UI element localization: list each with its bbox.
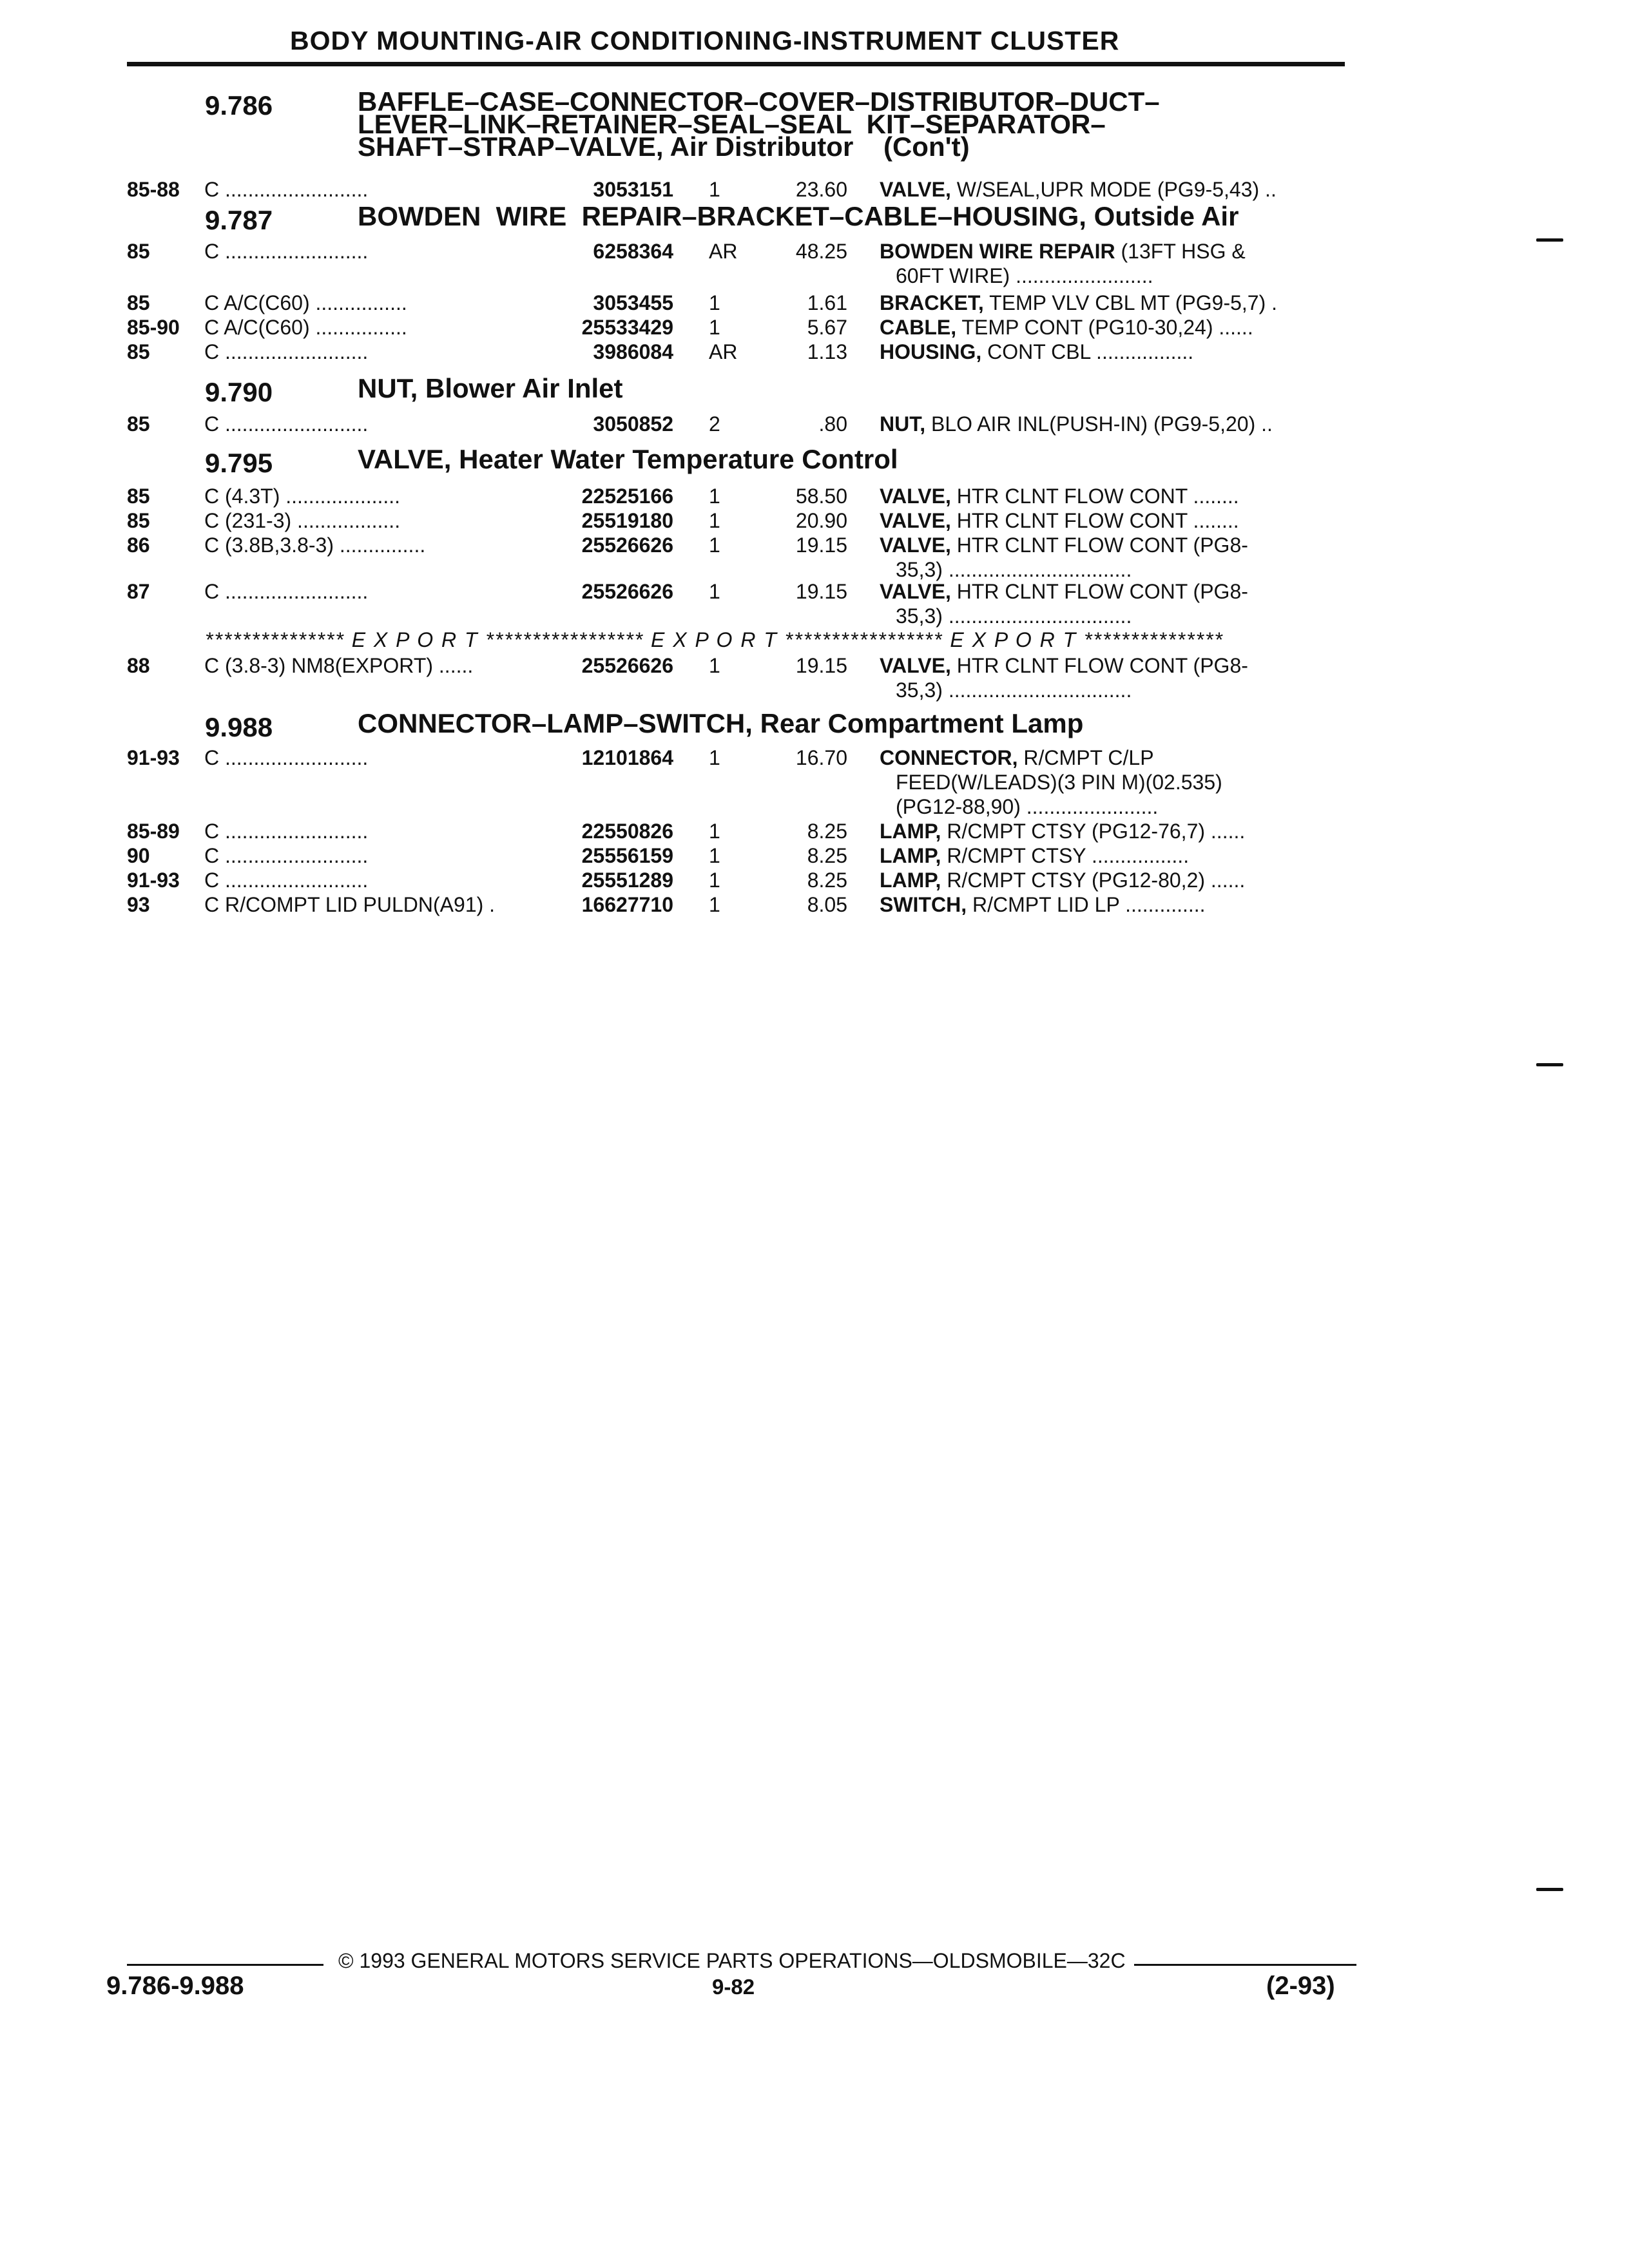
usage-description: C (3.8B,3.8-3) ............... [204, 533, 426, 557]
quantity: AR [709, 340, 738, 363]
part-name-rest: R/CMPT C/LP [1017, 746, 1154, 769]
part-name-rest: R/CMPT CTSY (PG12-76,7) ...... [941, 820, 1246, 843]
model-year: 88 [127, 654, 150, 677]
scan-mark [1536, 1888, 1563, 1891]
part-name-rest: (13FT HSG & [1115, 240, 1246, 263]
part-name-rest: HTR CLNT FLOW CONT (PG8- [950, 580, 1248, 603]
part-name [880, 291, 1347, 315]
part-number: 6258364 [593, 240, 673, 263]
quantity: 1 [709, 316, 720, 339]
quantity: 1 [709, 291, 720, 314]
part-number: 25526626 [581, 533, 673, 557]
part-name-bold: VALVE, [880, 533, 951, 557]
quantity: 1 [709, 533, 720, 557]
price: 8.05 [807, 893, 847, 916]
part-name-rest: W/SEAL,UPR MODE (PG9-5,43) .. [950, 178, 1277, 201]
price: 58.50 [795, 485, 847, 508]
section-title-line: CONNECTOR–LAMP–SWITCH, Rear Compartment Lamp [358, 708, 1084, 738]
quantity: 1 [709, 746, 720, 769]
price: 23.60 [795, 178, 847, 201]
price: 1.61 [807, 291, 847, 314]
part-name-rest: HTR CLNT FLOW CONT ........ [950, 485, 1239, 508]
price: .80 [818, 412, 847, 436]
model-year: 85-90 [127, 316, 180, 339]
usage-description: C (3.8-3) NM8(EXPORT) ...... [204, 654, 474, 677]
part-name-continuation: 35,3) ................................ [896, 604, 1132, 628]
header-rule [127, 62, 1345, 66]
part-name-bold: VALVE, [880, 654, 951, 677]
quantity: 1 [709, 820, 720, 843]
quantity: 2 [709, 412, 720, 436]
part-name [880, 316, 1347, 340]
price: 5.67 [807, 316, 847, 339]
usage-description: C ......................... [204, 869, 369, 892]
part-number: 3986084 [593, 340, 673, 363]
part-number: 16627710 [581, 893, 673, 916]
part-name-bold: NUT, [880, 412, 926, 436]
part-name-bold: HOUSING, [880, 340, 982, 363]
part-number: 25526626 [581, 654, 673, 677]
model-year: 87 [127, 580, 150, 603]
model-year: 86 [127, 533, 150, 557]
usage-description: C (231-3) .................. [204, 509, 401, 532]
part-name-bold: CONNECTOR, [880, 746, 1018, 769]
price: 48.25 [795, 240, 847, 263]
section-number: 9.988 [205, 712, 273, 742]
part-name [880, 533, 1347, 557]
part-name-continuation: (PG12-88,90) ....................... [896, 795, 1159, 818]
usage-description: C R/COMPT LID PULDN(A91) . [204, 893, 496, 916]
model-year: 90 [127, 844, 150, 867]
model-year: 85 [127, 485, 150, 508]
part-name-bold: SWITCH, [880, 893, 967, 916]
part-name-continuation: 60FT WIRE) ........................ [896, 264, 1153, 287]
model-year: 85 [127, 340, 150, 363]
model-year: 85 [127, 412, 150, 436]
part-number: 22525166 [581, 485, 673, 508]
quantity: 1 [709, 893, 720, 916]
part-number: 25526626 [581, 580, 673, 603]
usage-description: C ......................... [204, 178, 369, 201]
model-year: 85 [127, 240, 150, 263]
price: 19.15 [795, 533, 847, 557]
part-number: 12101864 [581, 746, 673, 769]
usage-description: C ......................... [204, 340, 369, 363]
footer-rule-right [1134, 1964, 1356, 1966]
part-name-bold: VALVE, [880, 485, 951, 508]
scan-mark [1536, 238, 1563, 242]
part-name-continuation: 35,3) ................................ [896, 558, 1132, 581]
model-year: 85 [127, 291, 150, 314]
part-name-bold: BRACKET, [880, 291, 984, 314]
part-name-bold: VALVE, [880, 509, 951, 532]
quantity: 1 [709, 580, 720, 603]
section-number: 9.795 [205, 448, 273, 478]
part-name-rest: BLO AIR INL(PUSH-IN) (PG9-5,20) .. [925, 412, 1273, 436]
section-number: 9.790 [205, 377, 273, 407]
price: 1.13 [807, 340, 847, 363]
part-name-continuation: 35,3) ................................ [896, 678, 1132, 702]
section-title-line: SHAFT–STRAP–VALVE, Air Distributor (Con't) [358, 131, 970, 162]
part-name-bold: LAMP, [880, 869, 941, 892]
section-title-line: VALVE, Heater Water Temperature Control [358, 444, 898, 474]
part-name-rest: HTR CLNT FLOW CONT ........ [950, 509, 1239, 532]
quantity: 1 [709, 869, 720, 892]
footer-rule-left [127, 1964, 323, 1966]
usage-description: C (4.3T) .................... [204, 485, 401, 508]
section-title-line: BAFFLE–CASE–CONNECTOR–COVER–DISTRIBUTOR–DUCT– [358, 86, 1160, 117]
price: 19.15 [795, 580, 847, 603]
part-number: 25519180 [581, 509, 673, 532]
price: 8.25 [807, 869, 847, 892]
export-divider: *************** E X P O R T ***************** E X P O R T ***************** E X P O R T *************** [205, 628, 1224, 651]
price: 19.15 [795, 654, 847, 677]
section-title-line: LEVER–LINK–RETAINER–SEAL–SEAL KIT–SEPARATOR– [358, 109, 1106, 139]
part-name [880, 869, 1347, 892]
quantity: AR [709, 240, 738, 263]
scan-mark [1536, 1063, 1563, 1066]
usage-description: C ......................... [204, 820, 369, 843]
part-name [880, 893, 1347, 917]
part-name [880, 844, 1347, 868]
part-name [880, 509, 1347, 533]
part-name-rest: R/CMPT CTSY (PG12-80,2) ...... [941, 869, 1246, 892]
model-year: 91-93 [127, 869, 180, 892]
section-title-line: NUT, Blower Air Inlet [358, 373, 623, 403]
usage-description: C ......................... [204, 240, 369, 263]
price: 16.70 [795, 746, 847, 769]
quantity: 1 [709, 654, 720, 677]
part-name [880, 746, 1347, 770]
part-name [880, 580, 1347, 604]
usage-description: C A/C(C60) ................ [204, 291, 407, 314]
part-name-rest: R/CMPT LID LP .............. [967, 893, 1206, 916]
part-name-bold: BOWDEN WIRE REPAIR [880, 240, 1115, 263]
part-name [880, 412, 1347, 436]
price: 8.25 [807, 844, 847, 867]
usage-description: C ......................... [204, 844, 369, 867]
part-name-rest: R/CMPT CTSY ................. [941, 844, 1190, 867]
part-name-rest: TEMP VLV CBL MT (PG9-5,7) . [983, 291, 1278, 314]
part-name [880, 340, 1347, 364]
part-number: 3050852 [593, 412, 673, 436]
part-name-bold: VALVE, [880, 178, 951, 201]
usage-description: C A/C(C60) ................ [204, 316, 407, 339]
part-name [880, 178, 1347, 202]
part-name-bold: VALVE, [880, 580, 951, 603]
part-name-continuation: FEED(W/LEADS)(3 PIN M)(02.535) [896, 771, 1222, 794]
part-name-rest: HTR CLNT FLOW CONT (PG8- [950, 654, 1248, 677]
section-title-line: BOWDEN WIRE REPAIR–BRACKET–CABLE–HOUSING, Outside Air [358, 201, 1239, 231]
part-name [880, 820, 1347, 843]
part-name [880, 240, 1347, 264]
part-name-bold: CABLE, [880, 316, 957, 339]
quantity: 1 [709, 509, 720, 532]
usage-description: C ......................... [204, 580, 369, 603]
model-year: 85-88 [127, 178, 180, 201]
part-number: 25551289 [581, 869, 673, 892]
part-name-bold: LAMP, [880, 820, 941, 843]
part-name [880, 654, 1347, 678]
part-name-rest: CONT CBL ................. [981, 340, 1194, 363]
quantity: 1 [709, 485, 720, 508]
part-number: 25533429 [581, 316, 673, 339]
footer-date: (2-93) [1266, 1972, 1335, 2000]
footer-copyright: © 1993 GENERAL MOTORS SERVICE PARTS OPERATIONS—OLDSMOBILE—32C [338, 1949, 1126, 1972]
section-number: 9.787 [205, 205, 273, 235]
part-number: 3053151 [593, 178, 673, 201]
part-name-rest: TEMP CONT (PG10-30,24) ...... [956, 316, 1253, 339]
model-year: 85 [127, 509, 150, 532]
section-number: 9.786 [205, 90, 273, 120]
footer-page-number: 9-82 [712, 1975, 755, 1999]
header-title: BODY MOUNTING-AIR CONDITIONING-INSTRUMENT CLUSTER [290, 26, 1120, 55]
part-name [880, 485, 1347, 508]
footer-range: 9.786-9.988 [106, 1972, 244, 2000]
model-year: 85-89 [127, 820, 180, 843]
part-number: 22550826 [581, 820, 673, 843]
part-number: 3053455 [593, 291, 673, 314]
usage-description: C ......................... [204, 746, 369, 769]
quantity: 1 [709, 844, 720, 867]
usage-description: C ......................... [204, 412, 369, 436]
model-year: 93 [127, 893, 150, 916]
model-year: 91-93 [127, 746, 180, 769]
price: 20.90 [795, 509, 847, 532]
price: 8.25 [807, 820, 847, 843]
part-name-rest: HTR CLNT FLOW CONT (PG8- [950, 533, 1248, 557]
quantity: 1 [709, 178, 720, 201]
part-name-bold: LAMP, [880, 844, 941, 867]
part-number: 25556159 [581, 844, 673, 867]
